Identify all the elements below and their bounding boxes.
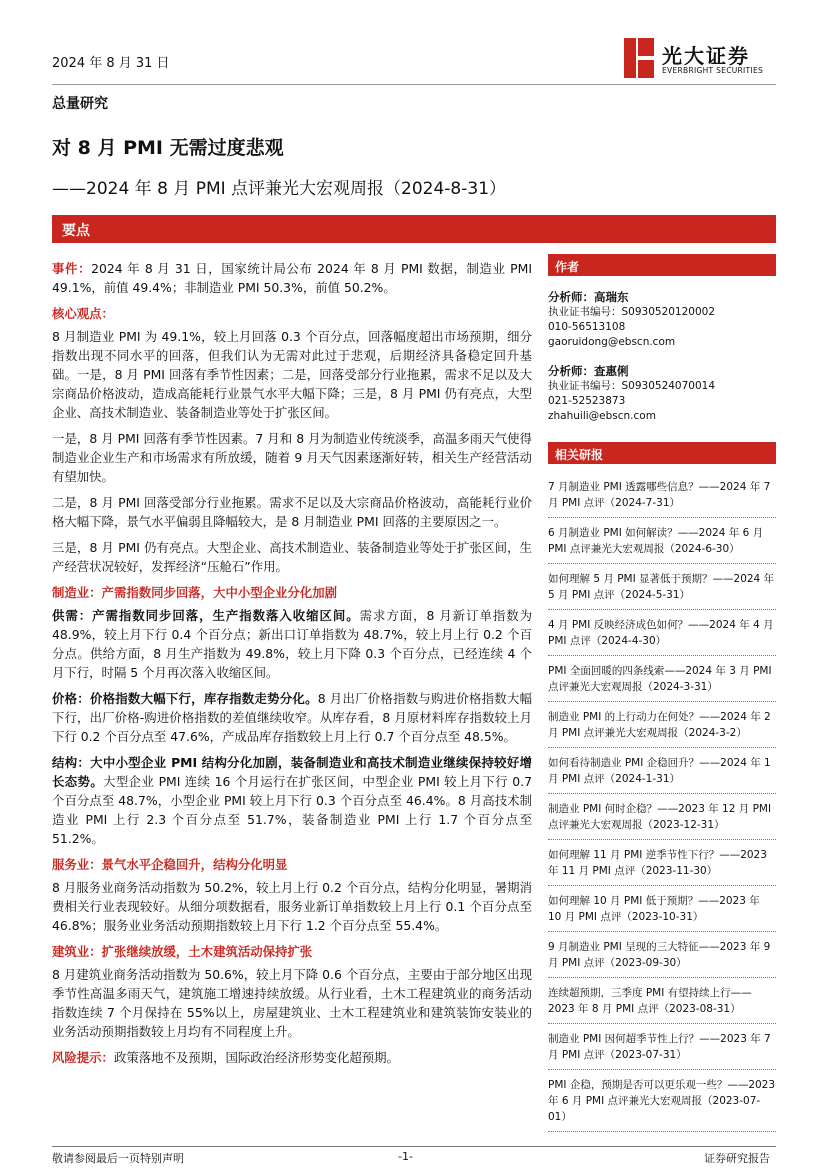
- footer-divider: [52, 1146, 776, 1147]
- core-paragraph-3: 二是，8 月 PMI 回落受部分行业拖累。需求不足以及大宗商品价格波动，高能耗行业价格大幅下降，景气水平偏弱且降幅较大，是 8 月制造业 PMI 回落的主要原因之一。: [52, 495, 532, 529]
- construction-heading: 建筑业：扩张继续放缓，土木建筑活动保持扩张: [52, 944, 313, 959]
- structure-text: 大型企业 PMI 连续 16 个月运行在扩张区间，中型企业 PMI 较上月下行 0.7 个百分点至 48.7%，小型企业 PMI 较上月下行 0.3 个百分点至 46.4%。8 月高技术制造业 PMI 上行 2.3 个百分点至 51.7%，装备制造业 PMI 上行 1.7 个百分点至 51.2%。: [52, 774, 532, 846]
- analyst-card: [548, 364, 776, 424]
- core-paragraph-1: 8 月制造业 PMI 为 49.1%，较上月回落 0.3 个百分点，回落幅度超出市场预期，细分指数出现不同水平的回落，但我们认为无需对此过于悲观，后期经济具备稳定回升基础。一是，8 月 PMI 回落有季节性因素；二是，回落受部分行业拖累，需求不足以及大宗商品价格波动，造成高能耗行业景气水平大幅下降；三是，8 月 PMI 仍有亮点，大型企业、高技术制造业、装备制造业等处于扩张区间。: [52, 329, 532, 420]
- services-heading: 服务业：景气水平企稳回升，结构分化明显: [52, 857, 288, 872]
- related-report-item[interactable]: PMI 企稳，预期是否可以更乐观一些？——2023 年 6 月 PMI 点评兼光大宏观周报（2023-07-01）: [548, 1070, 776, 1132]
- author-section-bar: 作者: [548, 254, 776, 276]
- related-report-item[interactable]: 如何理解 5 月 PMI 显著低于预期？——2024 年 5 月 PMI 点评（2024-5-31）: [548, 564, 776, 610]
- sidebar: [548, 254, 776, 1132]
- core-paragraph-2: 一是，8 月 PMI 回落有季节性因素。7 月和 8 月为制造业传统淡季，高温多雨天气使得制造业企业生产和市场需求有所放缓，随着 9 月天气因素逐渐好转，相关生产经营活动有望加快。: [52, 431, 532, 484]
- report-subtitle: ——2024 年 8 月 PMI 点评兼光大宏观周报（2024-8-31）: [52, 179, 507, 199]
- related-report-item[interactable]: 9 月制造业 PMI 呈现的三大特征——2023 年 9 月 PMI 点评（2023-09-30）: [548, 932, 776, 978]
- report-title: 对 8 月 PMI 无需过度悲观: [52, 137, 284, 159]
- manufacturing-heading: 制造业：产需指数同步回落，大中小型企业分化加剧: [52, 585, 337, 600]
- analyst-phone: 021-52523873: [548, 395, 626, 407]
- risk-text: 政策落地不及预期，国际政治经济形势变化超预期。: [113, 1050, 399, 1065]
- main-content: [52, 259, 532, 1074]
- related-reports-list: [548, 472, 776, 1132]
- supply-demand-paragraph: [52, 606, 532, 682]
- key-points-bar: 要点: [52, 215, 776, 243]
- related-report-item[interactable]: 如何理解 11 月 PMI 逆季节性下行？——2023 年 11 月 PMI 点评（2023-11-30）: [548, 840, 776, 886]
- footer-report-type: 证券研究报告: [704, 1152, 770, 1165]
- header-divider: [52, 84, 776, 85]
- risk-label: 风险提示：: [52, 1050, 114, 1065]
- analyst-name: 分析师：查惠俐: [548, 364, 629, 378]
- supply-demand-text: 需求方面，8 月新订单指数为 48.9%，较上月下行 0.4 个百分点；新出口订单指数为 48.7%，较上月上行 0.2 个百分点。供给方面，8 月生产指数为 49.8%，较上月下降 0.3 个百分点，已经连续 4 个月下行，时隔 5 个月再次落入收缩区间。: [52, 608, 532, 680]
- related-report-item[interactable]: 制造业 PMI 因何超季节性上行？——2023 年 7 月 PMI 点评（2023-07-31）: [548, 1024, 776, 1070]
- analyst-email[interactable]: zhahuili@ebscn.com: [548, 410, 656, 422]
- logo-english-name: EVERBRIGHT SECURITIES: [662, 66, 764, 75]
- report-date: 2024 年 8 月 31 日: [52, 56, 170, 71]
- related-report-item[interactable]: 制造业 PMI 何时企稳？——2023 年 12 月 PMI 点评兼光大宏观周报（2023-12-31）: [548, 794, 776, 840]
- related-report-item[interactable]: 6 月制造业 PMI 如何解读？——2024 年 6 月 PMI 点评兼光大宏观周报（2024-6-30）: [548, 518, 776, 564]
- construction-paragraph: 8 月建筑业商务活动指数为 50.6%，较上月下降 0.6 个百分点，主要由于部分地区出现季节性高温多雨天气，建筑施工增速持续放缓。从行业看，土木工程建筑业的商务活动指数连续 7 个月保持在 55%以上，房屋建筑业、土木工程建筑业和建筑装饰安装业的业务活动预期指数较上月均有不同程度上升。: [52, 967, 532, 1039]
- page-number: -1-: [398, 1150, 413, 1163]
- analyst-cert: 执业证书编号：S0930524070014: [548, 380, 716, 392]
- analyst-card: [548, 290, 776, 350]
- report-category: 总量研究: [52, 96, 108, 112]
- related-report-item[interactable]: 如何理解 10 月 PMI 低于预期？——2023 年 10 月 PMI 点评（2023-10-31）: [548, 886, 776, 932]
- related-report-item[interactable]: 4 月 PMI 反映经济成色如何？——2024 年 4 月 PMI 点评（2024-4-30）: [548, 610, 776, 656]
- analyst-cert: 执业证书编号：S0930520120002: [548, 306, 716, 318]
- event-label: 事件：: [52, 261, 92, 276]
- footer-disclaimer: 敬请参阅最后一页特别声明: [52, 1152, 184, 1165]
- analyst-name: 分析师：高瑞东: [548, 290, 629, 304]
- company-logo: [624, 38, 784, 82]
- structure-paragraph: [52, 753, 532, 848]
- related-report-item[interactable]: 如何看待制造业 PMI 企稳回升？——2024 年 1 月 PMI 点评（2024-1-31）: [548, 748, 776, 794]
- related-report-item[interactable]: PMI 全面回暖的四条线索——2024 年 3 月 PMI 点评兼光大宏观周报（2024-3-31）: [548, 656, 776, 702]
- related-section-bar: 相关研报: [548, 442, 776, 464]
- event-text: 2024 年 8 月 31 日，国家统计局公布 2024 年 8 月 PMI 数据，制造业 PMI 49.1%，前值 49.4%；非制造业 PMI 50.3%，前值 50.2%。: [52, 261, 533, 295]
- analyst-phone: 010-56513108: [548, 321, 626, 333]
- related-report-item[interactable]: 7 月制造业 PMI 透露哪些信息？——2024 年 7 月 PMI 点评（2024-7-31）: [548, 472, 776, 518]
- logo-name: 光大证券: [662, 44, 750, 68]
- related-report-item[interactable]: 连续超预期，三季度 PMI 有望持续上行——2023 年 8 月 PMI 点评（2023-08-31）: [548, 978, 776, 1024]
- price-label: 价格：价格指数大幅下行，库存指数走势分化。: [52, 691, 318, 706]
- core-paragraph-4: 三是，8 月 PMI 仍有亮点。大型企业、高技术制造业、装备制造业等处于扩张区间，生产经营状况较好，发挥经济“压舱石”作用。: [52, 540, 532, 574]
- analyst-email[interactable]: gaoruidong@ebscn.com: [548, 336, 676, 348]
- supply-demand-label: 供需：产需指数同步回落，生产指数落入收缩区间。: [52, 608, 360, 623]
- structure-label: 结构：大中小型企业 PMI 结构分化加剧，装备制造业和高技术制造业继续保持较好增长态势。: [52, 755, 532, 789]
- risk-paragraph: [52, 1048, 532, 1067]
- event-paragraph: [52, 259, 532, 297]
- price-paragraph: [52, 689, 532, 746]
- price-text: 8 月出厂价格指数与购进价格指数大幅下行，出厂价格-购进价格指数的差值继续收窄。从库存看，8 月原材料库存指数较上月下行 0.2 个百分点至 47.6%，产成品库存指数较上月上行 0.7 个百分点至 48.5%。: [52, 691, 532, 744]
- core-heading: 核心观点：: [52, 306, 114, 321]
- related-report-item[interactable]: 制造业 PMI 的上行动力在何处？——2024 年 2 月 PMI 点评兼光大宏观周报（2024-3-2）: [548, 702, 776, 748]
- services-paragraph: 8 月服务业商务活动指数为 50.2%，较上月上行 0.2 个百分点，结构分化明显，暑期消费相关行业表现较好。从细分项数据看，服务业新订单指数较上月上行 0.1 个百分点至 46.8%；服务业业务活动预期指数较上月下行 1.2 个百分点至 55.4%。: [52, 880, 532, 933]
- logo-mark-icon: [624, 38, 654, 78]
